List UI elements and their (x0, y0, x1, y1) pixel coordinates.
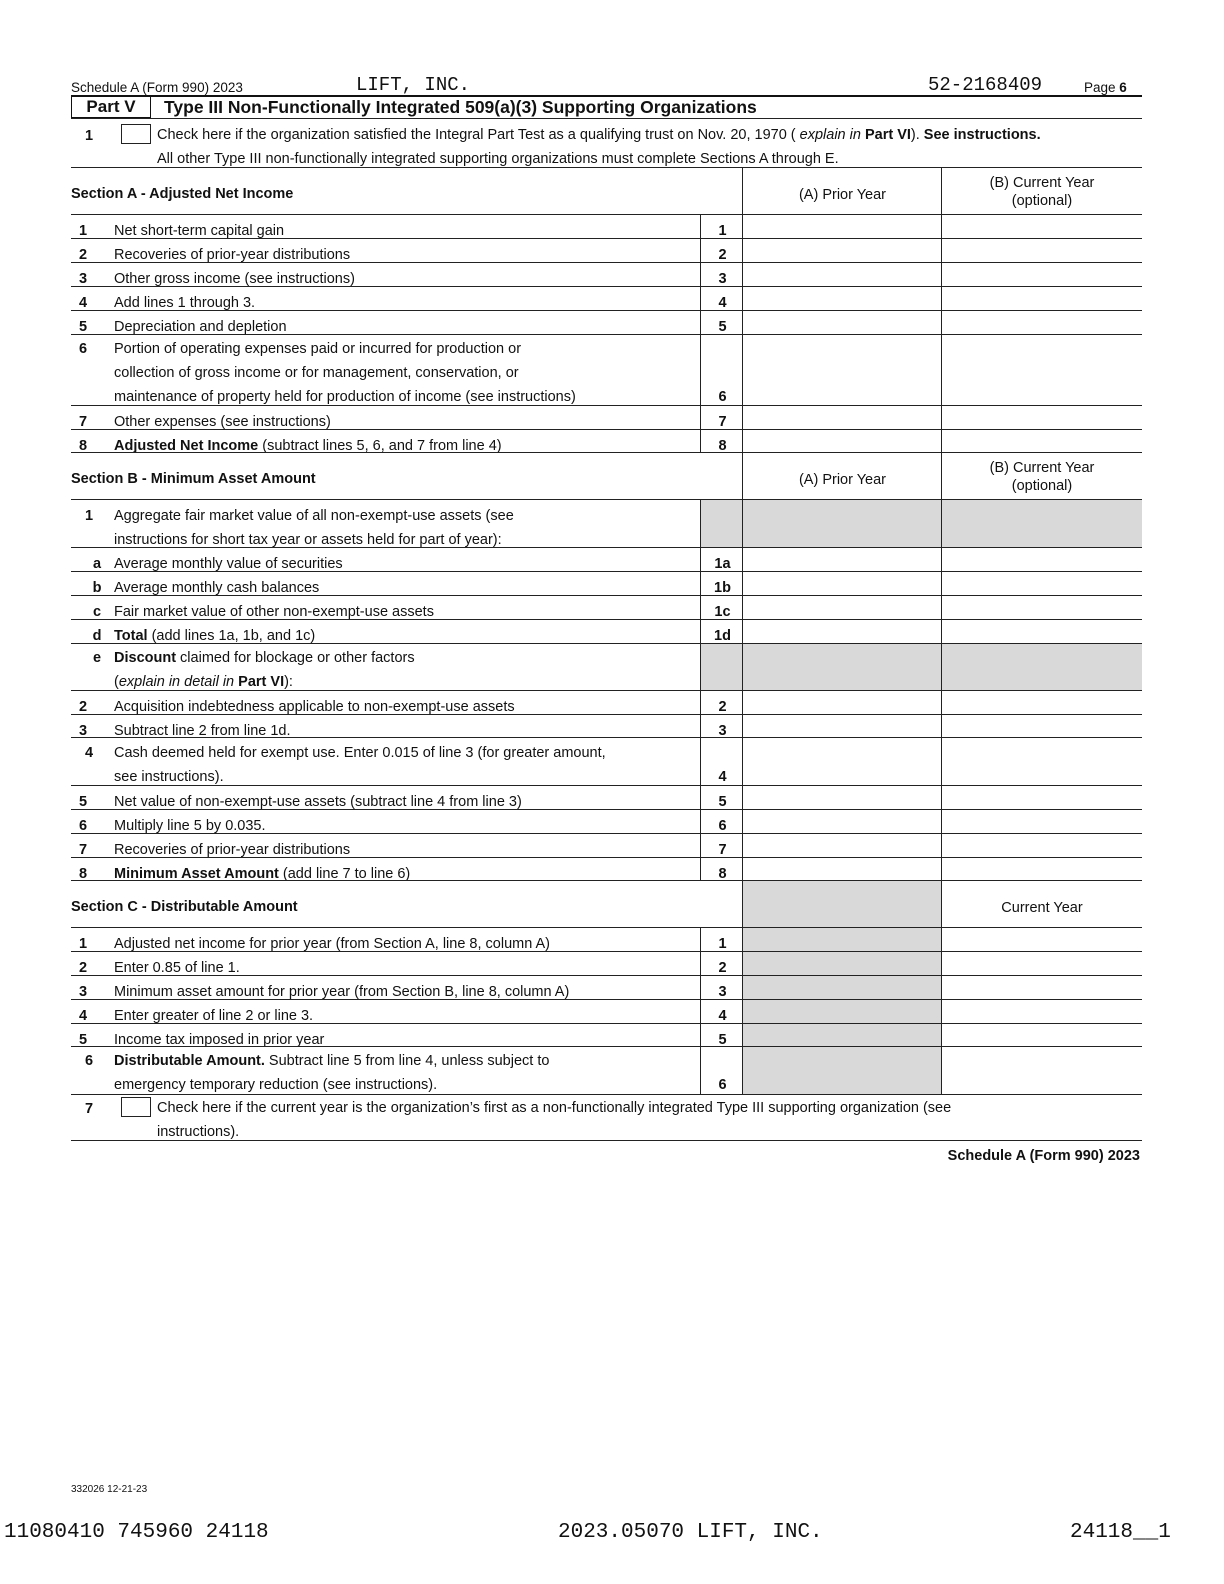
row-ref: 1 (718, 223, 727, 239)
paren: ( (114, 674, 119, 690)
row-rule (71, 238, 1142, 239)
section-b-col-b-line1: (B) Current Year (989, 460, 1095, 476)
row-num: 3 (78, 723, 88, 739)
row-ref: 1d (714, 628, 731, 644)
row-ref: 1b (714, 580, 731, 596)
row-num: 6 (78, 818, 88, 834)
row-ref: 6 (718, 389, 727, 405)
row-ref: 4 (718, 1008, 727, 1024)
row-desc: Aggregate fair market value of all non-exempt-use assets (see (114, 508, 514, 524)
shaded-cell (701, 643, 1142, 690)
section-b-col-b-header (942, 459, 1142, 495)
part-rule (71, 118, 1142, 119)
distributable-amount-label: Distributable Amount. (114, 1053, 265, 1069)
row-num: 7 (85, 1101, 94, 1117)
row-ref: 5 (718, 794, 727, 810)
footer-bottom-left: 11080410 745960 24118 (4, 1521, 269, 1544)
row-desc: Minimum asset amount for prior year (from Section B, line 8, column A) (114, 984, 570, 1000)
close: ): (284, 674, 293, 690)
row-desc: emergency temporary reduction (see instructions). (114, 1077, 438, 1093)
row-ref: 2 (718, 960, 727, 976)
row-rule (71, 714, 1142, 715)
row-desc (114, 650, 415, 666)
row-ref: 3 (718, 271, 727, 287)
row-ref: 7 (718, 842, 727, 858)
schedule-label: Schedule A (Form 990) 2023 (71, 80, 243, 95)
section-a-col-a-header: (A) Prior Year (798, 187, 887, 203)
row-desc: Check here if the current year is the organization’s first as a non-functionally integrated Type III supporting organization (see (157, 1100, 952, 1116)
section-b-ref-divider (700, 499, 701, 880)
row-rule (71, 334, 1142, 335)
section-b-col-divider (742, 452, 743, 880)
row-rule (71, 999, 1142, 1000)
line1-text (157, 127, 1041, 143)
row-ref: 1c (714, 604, 731, 620)
org-name: LIFT, INC. (356, 74, 471, 96)
adjusted-net-income-label: Adjusted Net Income (114, 438, 259, 454)
row-sub: b (92, 580, 102, 596)
row-desc: Recoveries of prior-year distributions (114, 247, 351, 263)
row-desc: see instructions). (114, 769, 224, 785)
section-a-title: Section A - Adjusted Net Income (71, 186, 294, 202)
row-desc: collection of gross income or for management, conservation, or (114, 365, 519, 381)
shaded-cell (701, 500, 1142, 547)
part-title: Type III Non-Functionally Integrated 509(a)(3) Supporting Organizations (164, 97, 757, 117)
page-number: 6 (1119, 80, 1127, 95)
section-a-col-b-line2: (optional) (1011, 193, 1073, 209)
section-c-header-rule (71, 927, 1142, 928)
row-desc: instructions). (157, 1124, 240, 1140)
row-desc-rest: (add lines 1a, 1b, and 1c) (147, 628, 316, 644)
row-ref: 3 (718, 723, 727, 739)
row-rule (71, 595, 1142, 596)
row-desc: Subtract line 2 from line 1d. (114, 723, 291, 739)
row-rule (71, 951, 1142, 952)
row-ref: 4 (718, 295, 727, 311)
section-a-col-divider (941, 167, 942, 452)
row-rule (71, 690, 1142, 691)
line1-rule (71, 167, 1142, 168)
row-desc: Cash deemed held for exempt use. Enter 0.015 of line 3 (for greater amount, (114, 745, 606, 761)
line1-italic: explain in (799, 127, 861, 143)
line1-num: 1 (85, 128, 94, 144)
section-b-end-rule (71, 880, 1142, 881)
row-ref: 6 (718, 818, 727, 834)
row-rule (71, 975, 1142, 976)
section-c-col-divider (941, 880, 942, 1094)
row-rule (71, 405, 1142, 406)
section-a-row (71, 433, 1142, 457)
row-desc: Recoveries of prior-year distributions (114, 842, 351, 858)
row-rule (71, 1046, 1142, 1047)
row-ref: 2 (718, 699, 727, 715)
row-desc: Other gross income (see instructions) (114, 271, 355, 287)
line1-part-ref: Part VI (864, 127, 911, 143)
row-desc: Multiply line 5 by 0.035. (114, 818, 266, 834)
footer-bottom-center: 2023.05070 LIFT, INC. (558, 1521, 823, 1544)
row-desc-rest: (add line 7 to line 6) (278, 866, 411, 882)
row-num: 7 (78, 414, 88, 430)
section-a-col-b-line1: (B) Current Year (989, 175, 1095, 191)
row-num: 8 (78, 438, 88, 454)
section-b-row (71, 861, 1142, 885)
row-desc: Adjusted net income for prior year (from Section A, line 8, column A) (114, 936, 551, 952)
section-b-row (71, 718, 1142, 742)
row-num: 4 (78, 1008, 88, 1024)
row-num: 2 (78, 699, 88, 715)
minimum-asset-amount-label: Minimum Asset Amount (114, 866, 279, 882)
row-num: 1 (84, 508, 94, 524)
row-rule (71, 262, 1142, 263)
row-sub: a (92, 556, 102, 572)
part-label: Part V (86, 97, 136, 116)
row-ref: 5 (718, 1032, 727, 1048)
total-label: Total (114, 628, 148, 644)
part-vi-ref: Part VI (238, 674, 285, 690)
row-ref: 3 (718, 984, 727, 1000)
row-rule (71, 643, 1142, 644)
row-sub: c (92, 604, 102, 620)
row-desc-rest: Subtract line 5 from line 4, unless subject to (264, 1053, 550, 1069)
page-label: Page (1084, 80, 1116, 95)
ein: 52-2168409 (928, 74, 1043, 96)
row-ref: 6 (718, 1077, 727, 1093)
row-rule (71, 1023, 1142, 1024)
section-a-col-divider (742, 167, 743, 452)
row-rule (71, 429, 1142, 430)
row-rule (71, 737, 1142, 738)
section-b-col-a-header: (A) Prior Year (798, 472, 887, 488)
row-num: 3 (78, 271, 88, 287)
line1-see-instructions: See instructions. (923, 127, 1041, 143)
row-desc-rest: (subtract lines 5, 6, and 7 from line 4) (258, 438, 502, 454)
row-desc: Fair market value of other non-exempt-use assets (114, 604, 434, 620)
section-c-col-divider (742, 880, 743, 1094)
part-label-box (71, 96, 151, 118)
row-rule (71, 833, 1142, 834)
row-num: 2 (78, 247, 88, 263)
section-a-col-b-header (942, 174, 1142, 210)
row-desc: Average monthly cash balances (114, 580, 320, 596)
explain-italic: explain in detail in (118, 674, 235, 690)
row-rule (71, 547, 1142, 548)
row-ref: 8 (718, 438, 727, 454)
row-rule (71, 785, 1142, 786)
integral-part-test-checkbox[interactable] (121, 124, 151, 144)
row-num: 5 (78, 319, 88, 335)
row-rule (71, 310, 1142, 311)
row-desc: Average monthly value of securities (114, 556, 343, 572)
row-num: 2 (78, 960, 88, 976)
row-rule (71, 619, 1142, 620)
row-desc: Income tax imposed in prior year (114, 1032, 325, 1048)
section-a-end-rule (71, 452, 1142, 453)
footer-code: 332026 12-21-23 (71, 1484, 148, 1495)
line1-text-2: All other Type III non-functionally integrated supporting organizations must complete Sections A through E. (157, 151, 839, 167)
row-desc: Acquisition indebtedness applicable to non-exempt-use assets (114, 699, 515, 715)
discount-label: Discount (114, 650, 177, 666)
row-desc: instructions for short tax year or assets held for part of year): (114, 532, 502, 548)
section-c-col-header: Current Year (1001, 900, 1083, 916)
row-sub: e (92, 650, 102, 666)
row-ref: 4 (718, 769, 727, 785)
first-year-checkbox[interactable] (121, 1097, 151, 1117)
row-ref: 2 (718, 247, 727, 263)
row-num: 4 (84, 745, 94, 761)
row-ref: 8 (718, 866, 727, 882)
row-desc: Depreciation and depletion (114, 319, 287, 335)
row-num: 3 (78, 984, 88, 1000)
section-a-header-rule (71, 214, 1142, 215)
line1-close: ). (910, 127, 920, 143)
row-num: 5 (78, 1032, 88, 1048)
row-num: 5 (78, 794, 88, 810)
row-desc: Portion of operating expenses paid or incurred for production or (114, 341, 522, 357)
row-num: 8 (78, 866, 88, 882)
section-c-title: Section C - Distributable Amount (71, 899, 298, 915)
row-rule (71, 809, 1142, 810)
section-b-col-divider (941, 452, 942, 880)
section-a-ref-divider (700, 214, 701, 452)
row-desc: Other expenses (see instructions) (114, 414, 331, 430)
row-num: 6 (84, 1053, 94, 1069)
section-b-col-b-line2: (optional) (1011, 478, 1073, 494)
row-num: 4 (78, 295, 88, 311)
footer-bottom-right: 24118__1 (1070, 1521, 1171, 1544)
row-num: 6 (78, 341, 88, 357)
row-ref: 7 (718, 414, 727, 430)
row-rule (71, 857, 1142, 858)
row-desc (114, 1053, 549, 1069)
section-c-row (71, 1027, 1142, 1051)
row-ref: 1a (714, 556, 731, 572)
row-desc: Net short-term capital gain (114, 223, 285, 239)
row-ref: 5 (718, 319, 727, 335)
row-desc: Net value of non-exempt-use assets (subtract line 4 from line 3) (114, 794, 522, 810)
row-desc (114, 628, 315, 644)
row-num: 1 (78, 223, 88, 239)
row-desc (114, 674, 293, 690)
row-num: 7 (78, 842, 88, 858)
footer-schedule: Schedule A (Form 990) 2023 (947, 1148, 1140, 1164)
row-desc: Add lines 1 through 3. (114, 295, 256, 311)
row-rule (71, 1094, 1142, 1095)
row-desc-rest: claimed for blockage or other factors (176, 650, 415, 666)
row-desc: Enter greater of line 2 or line 3. (114, 1008, 314, 1024)
row-rule (71, 286, 1142, 287)
row-ref: 1 (718, 936, 727, 952)
row-num: 1 (78, 936, 88, 952)
section-c-ref-divider (700, 927, 701, 1094)
row-desc: Enter 0.85 of line 1. (114, 960, 240, 976)
row-desc: maintenance of property held for production of income (see instructions) (114, 389, 576, 405)
page-indicator (1084, 80, 1127, 95)
line1-text-main: Check here if the organization satisfied the Integral Part Test as a qualifying trust on Nov. 20, 1970 ( (157, 127, 796, 143)
form-end-rule (71, 1140, 1142, 1141)
section-b-title: Section B - Minimum Asset Amount (71, 471, 316, 487)
row-rule (71, 571, 1142, 572)
row-sub: d (92, 628, 102, 644)
